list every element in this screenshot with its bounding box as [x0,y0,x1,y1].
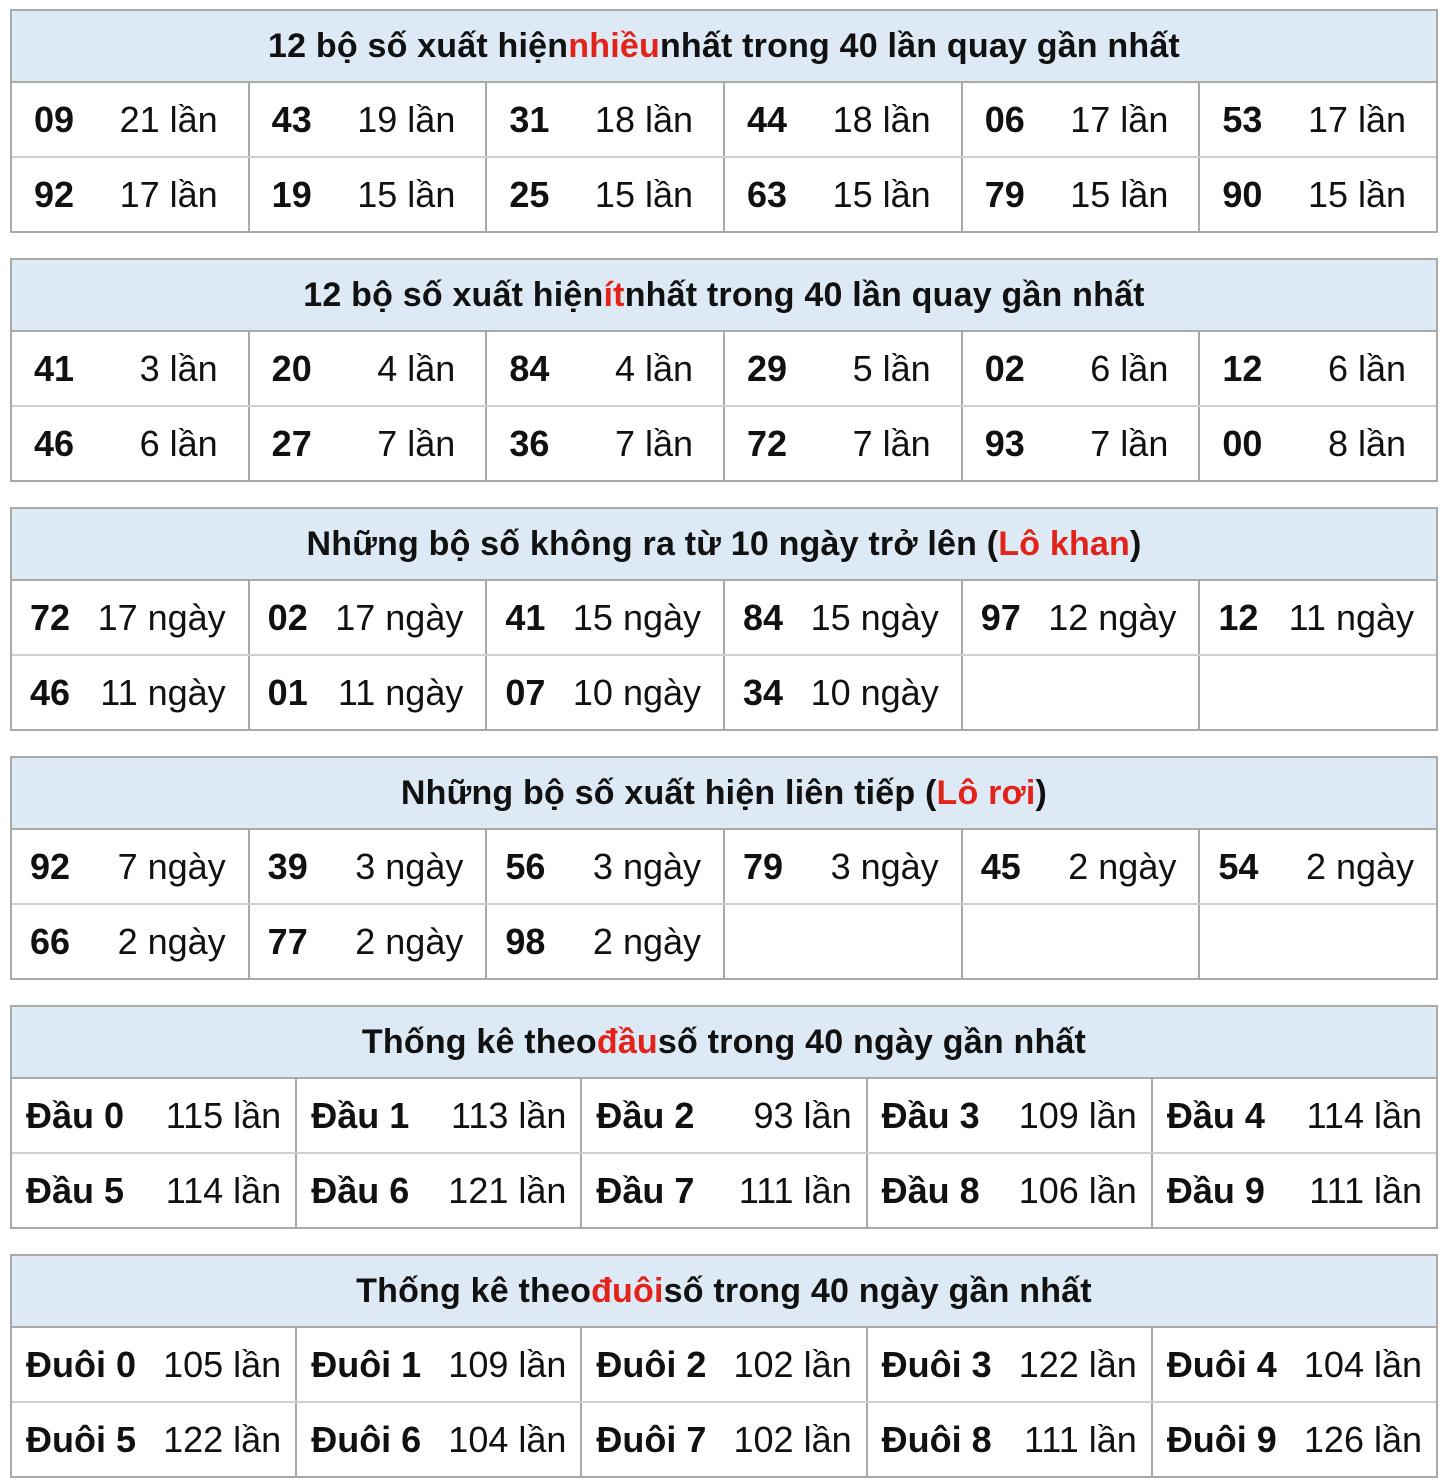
table-cell [485,158,723,231]
count-label: 7 lần [377,422,456,464]
table-cell [12,83,248,156]
table-cell [866,1328,1151,1401]
empty-cell [723,905,961,978]
table-cell [248,656,486,729]
number-label: 46 [34,422,75,464]
table-cell [12,905,248,978]
count-label: 2 ngày [117,920,226,962]
count-label: 11 ngày [100,671,226,713]
number-label: 01 [267,671,308,713]
number-label: 63 [747,173,788,215]
table-cell [248,581,486,654]
table-row [12,1079,1436,1152]
table-cell [485,83,723,156]
number-label: 97 [980,596,1021,638]
title-text: Thống kê theo [361,1022,597,1061]
lo-khan-table [10,507,1438,731]
count-label: 3 lần [139,347,218,389]
count-label: 111 lần [1309,1169,1423,1211]
number-label: 36 [509,422,550,464]
empty-cell [961,905,1199,978]
tail-label: Đuôi 3 [881,1343,992,1385]
title-text: nhất trong 40 lần quay gần nhất [624,275,1145,314]
count-label: 115 lần [165,1094,282,1136]
table-cell [1198,83,1436,156]
table-cell [1151,1328,1436,1401]
count-label: 15 lần [1070,173,1169,215]
head-label: Đầu 6 [311,1169,410,1211]
number-label: 79 [984,173,1025,215]
head-label: Đầu 7 [596,1169,695,1211]
count-label: 111 lần [1024,1418,1137,1460]
table-cell [866,1079,1151,1152]
count-label: 15 ngày [810,596,939,638]
table-cell [723,656,961,729]
table-cell [485,656,723,729]
number-label: 98 [505,920,546,962]
count-label: 3 ngày [592,845,702,887]
tail-label: Đuôi 1 [311,1343,422,1385]
number-label: 06 [984,98,1025,140]
table-cell [961,83,1199,156]
count-label: 122 lần [163,1418,282,1460]
title-highlight: Lô rơi [936,773,1036,812]
head-label: Đầu 8 [881,1169,980,1211]
count-label: 114 lần [1306,1094,1423,1136]
table-cell [12,830,248,903]
count-label: 6 lần [1327,347,1407,389]
number-label: 34 [743,671,784,713]
table-cell [1198,407,1436,480]
table-cell [295,1154,580,1227]
title-text: ) [1130,524,1142,563]
count-label: 10 ngày [810,671,939,713]
title-text: số trong 40 ngày gần nhất [663,1271,1092,1310]
title-text: số trong 40 ngày gần nhất [657,1022,1087,1061]
table-cell [723,407,961,480]
table-cell [961,332,1199,405]
least-frequent-table [10,258,1438,482]
number-label: 72 [747,422,788,464]
table-cell [485,581,723,654]
count-label: 8 lần [1327,422,1407,464]
count-label: 17 lần [1070,98,1169,140]
count-label: 93 lần [753,1094,852,1136]
title-text: ) [1035,773,1048,812]
table-cell [866,1154,1151,1227]
number-label: 54 [1218,845,1259,887]
head-label: Đầu 2 [596,1094,695,1136]
title-highlight: ít [603,275,625,314]
table-cell [1198,158,1436,231]
count-label: 12 ngày [1048,596,1177,638]
section-title [12,509,1436,581]
count-label: 3 ngày [830,845,939,887]
count-label: 121 lần [448,1169,567,1211]
number-label: 53 [1222,98,1263,140]
table-cell [12,407,248,480]
count-label: 18 lần [594,98,694,140]
number-label: 19 [271,173,312,215]
table-cell [12,158,248,231]
table-cell [485,905,723,978]
table-cell [12,1079,295,1152]
count-label: 102 lần [733,1343,852,1385]
number-label: 07 [505,671,546,713]
table-cell [485,407,723,480]
table-row [12,1328,1436,1401]
table-cell [12,656,248,729]
table-cell [723,581,961,654]
title-text: 12 bộ số xuất hiện [268,26,569,65]
count-label: 122 lần [1018,1343,1137,1385]
count-label: 15 lần [357,173,456,215]
section-title [12,758,1436,830]
title-text: nhất trong 40 lần quay gần nhất [659,26,1180,65]
table-cell [248,407,486,480]
count-label: 10 ngày [572,671,702,713]
count-label: 6 lần [1090,347,1169,389]
table-cell [248,83,486,156]
count-label: 2 ngày [592,920,702,962]
table-cell [295,1403,580,1476]
number-label: 79 [743,845,784,887]
number-label: 66 [30,920,71,962]
count-label: 106 lần [1018,1169,1137,1211]
table-cell [961,158,1199,231]
number-label: 84 [509,347,550,389]
count-label: 126 lần [1303,1418,1423,1460]
tail-label: Đuôi 6 [311,1418,422,1460]
table-cell [485,830,723,903]
count-label: 104 lần [448,1418,567,1460]
count-label: 17 ngày [97,596,226,638]
count-label: 104 lần [1303,1343,1423,1385]
title-highlight: Lô khan [998,524,1130,563]
count-label: 17 lần [119,173,218,215]
count-label: 109 lần [1018,1094,1137,1136]
table-cell [1198,581,1436,654]
table-cell [485,332,723,405]
table-cell [12,581,248,654]
count-label: 15 ngày [572,596,702,638]
table-cell [1198,332,1436,405]
number-label: 92 [34,173,75,215]
number-label: 43 [271,98,312,140]
tail-label: Đuôi 8 [881,1418,992,1460]
table-cell [580,1403,865,1476]
number-label: 09 [34,98,75,140]
section-title [12,11,1436,83]
table-cell [961,407,1199,480]
table-cell [12,1403,295,1476]
table-cell [248,830,486,903]
head-label: Đầu 0 [26,1094,125,1136]
number-label: 02 [984,347,1025,389]
number-label: 77 [267,920,308,962]
tail-label: Đuôi 4 [1166,1343,1277,1385]
number-label: 92 [30,845,71,887]
number-label: 25 [509,173,550,215]
title-highlight: nhiều [568,26,660,65]
tail-label: Đuôi 7 [596,1418,707,1460]
tail-label: Đuôi 2 [596,1343,707,1385]
table-cell [12,1154,295,1227]
table-cell [580,1079,865,1152]
number-label: 39 [267,845,308,887]
table-cell [295,1328,580,1401]
tail-label: Đuôi 5 [26,1418,137,1460]
head-label: Đầu 9 [1166,1169,1265,1211]
lo-roi-table [10,756,1438,980]
tail-label: Đuôi 9 [1166,1418,1277,1460]
table-cell [295,1079,580,1152]
table-row [12,581,1436,654]
table-row [12,332,1436,405]
empty-cell [1198,905,1436,978]
head-label: Đầu 3 [881,1094,980,1136]
number-label: 72 [30,596,71,638]
number-label: 27 [271,422,312,464]
count-label: 15 lần [1307,173,1407,215]
tail-label: Đuôi 0 [26,1343,137,1385]
table-cell [866,1403,1151,1476]
title-text: Thống kê theo [356,1271,592,1310]
number-label: 90 [1222,173,1263,215]
table-cell [248,332,486,405]
head-label: Đầu 1 [311,1094,410,1136]
table-cell [723,332,961,405]
title-text: 12 bộ số xuất hiện [303,275,604,314]
title-text: Những bộ số xuất hiện liên tiếp ( [400,773,937,812]
table-row [12,156,1436,231]
number-label: 46 [30,671,71,713]
count-label: 111 lần [738,1169,852,1211]
count-label: 15 lần [832,173,931,215]
count-label: 5 lần [852,347,931,389]
count-label: 2 ngày [1305,845,1415,887]
number-label: 29 [747,347,788,389]
number-label: 31 [509,98,550,140]
count-label: 11 ngày [1288,596,1415,638]
count-label: 113 lần [450,1094,567,1136]
count-label: 7 ngày [117,845,226,887]
number-label: 12 [1222,347,1263,389]
table-row [12,405,1436,480]
number-label: 12 [1218,596,1259,638]
count-label: 21 lần [119,98,218,140]
count-label: 15 lần [594,173,694,215]
count-label: 19 lần [357,98,456,140]
count-label: 6 lần [139,422,218,464]
count-label: 114 lần [165,1169,282,1211]
title-highlight: đầu [596,1022,658,1061]
table-cell [1198,830,1436,903]
head-label: Đầu 4 [1166,1094,1265,1136]
table-cell [1151,1403,1436,1476]
duoi-stats-table [10,1254,1438,1478]
number-label: 02 [267,596,308,638]
section-title [12,260,1436,332]
count-label: 4 lần [377,347,456,389]
count-label: 105 lần [163,1343,282,1385]
empty-cell [961,656,1199,729]
count-label: 2 ngày [355,920,464,962]
count-label: 109 lần [448,1343,567,1385]
count-label: 4 lần [614,347,694,389]
count-label: 17 ngày [335,596,464,638]
count-label: 2 ngày [1068,845,1177,887]
table-row [12,830,1436,903]
table-cell [1151,1079,1436,1152]
number-label: 45 [980,845,1021,887]
number-label: 56 [505,845,546,887]
count-label: 102 lần [733,1418,852,1460]
table-row [12,1152,1436,1227]
table-cell [723,830,961,903]
table-row [12,654,1436,729]
most-frequent-table [10,9,1438,233]
table-cell [248,905,486,978]
count-label: 7 lần [614,422,694,464]
number-label: 41 [505,596,546,638]
count-label: 17 lần [1307,98,1407,140]
table-cell [12,332,248,405]
table-cell [723,83,961,156]
table-cell [248,158,486,231]
section-title [12,1007,1436,1079]
table-cell [961,830,1199,903]
count-label: 18 lần [832,98,931,140]
table-cell [961,581,1199,654]
count-label: 3 ngày [355,845,464,887]
count-label: 11 ngày [337,671,464,713]
empty-cell [1198,656,1436,729]
table-row [12,83,1436,156]
table-row [12,903,1436,978]
table-cell [1151,1154,1436,1227]
table-cell [723,158,961,231]
table-row [12,1401,1436,1476]
title-text: Những bộ số không ra từ 10 ngày trở lên ( [306,524,999,563]
number-label: 93 [984,422,1025,464]
number-label: 00 [1222,422,1263,464]
table-cell [12,1328,295,1401]
number-label: 41 [34,347,75,389]
count-label: 7 lần [852,422,931,464]
number-label: 20 [271,347,312,389]
title-highlight: đuôi [591,1271,664,1310]
number-label: 84 [743,596,784,638]
number-label: 44 [747,98,788,140]
count-label: 7 lần [1090,422,1169,464]
section-title [12,1256,1436,1328]
dau-stats-table [10,1005,1438,1229]
head-label: Đầu 5 [26,1169,125,1211]
table-cell [580,1328,865,1401]
table-cell [580,1154,865,1227]
